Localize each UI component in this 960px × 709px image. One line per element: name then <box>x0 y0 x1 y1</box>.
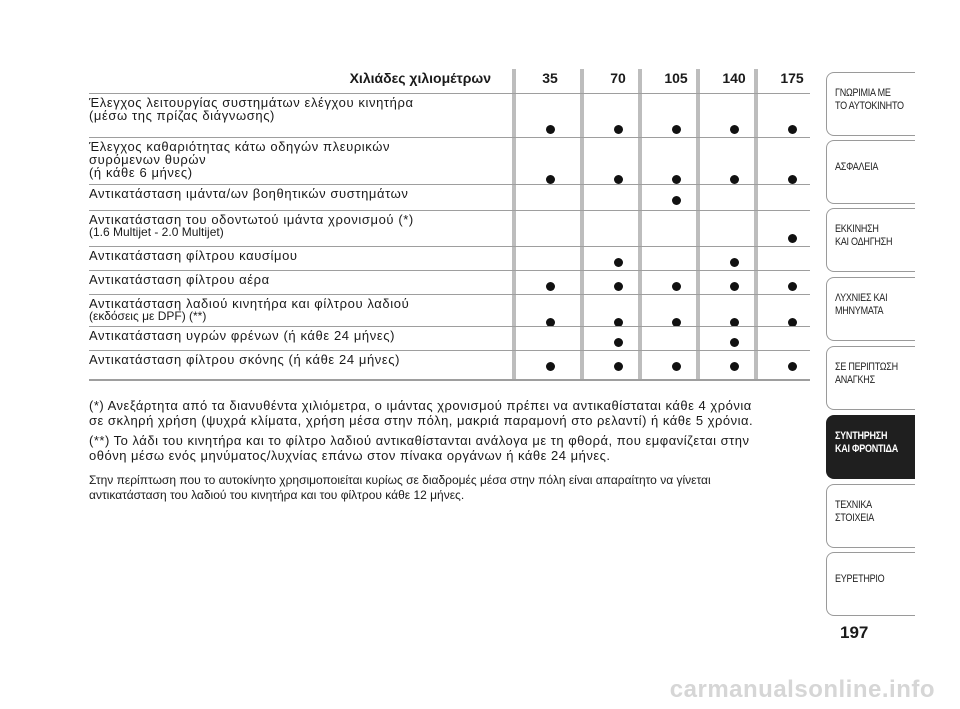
table-row <box>89 184 810 211</box>
note-line: αντικατάσταση του λαδιού του κινητήρα και του φίλτρου κάθε 12 μήνες. <box>89 488 465 502</box>
table-row <box>89 246 810 271</box>
row-label-line: Έλεγχος καθαριότητας κάτω οδηγών πλευρικών <box>89 139 391 154</box>
service-mark <box>614 362 623 371</box>
note-city-use <box>89 473 811 503</box>
chapter-tab-label: ΣΤΟΙΧΕΙΑ <box>835 512 875 524</box>
service-mark <box>614 282 623 291</box>
row-label-line: Αντικατάσταση του οδοντωτού ιμάντα χρονισμού (*) <box>89 212 414 227</box>
row-label <box>89 140 390 179</box>
chapter-tab[interactable] <box>826 140 915 204</box>
chapter-tab-label: ΤΟ ΑΥΤΟΚΙΝΗΤΟ <box>835 100 904 112</box>
row-label <box>89 213 414 239</box>
service-mark <box>672 282 681 291</box>
service-mark <box>730 125 739 134</box>
note-line: (*) Ανεξάρτητα από τα διανυθέντα χιλιόμετρα, ο ιμάντας χρονισμού πρέπει να αντικαθίσταται κάθε 4 χρόνια <box>89 398 752 413</box>
chapter-tab-label: ΤΕΧΝΙΚΑ <box>835 499 872 511</box>
service-mark <box>730 338 739 347</box>
service-mark <box>730 175 739 184</box>
chapter-tab-label: ΕΥΡΕΤΗΡΙΟ <box>835 573 885 585</box>
chapter-tab[interactable] <box>826 346 915 410</box>
table-row <box>89 326 810 351</box>
row-label-line: (1.6 Multijet - 2.0 Multijet) <box>89 225 224 239</box>
chapter-tab-label: ΣΕ ΠΕΡΙΠΤΩΣΗ <box>835 361 898 373</box>
row-label <box>89 249 298 262</box>
table-row <box>89 137 810 185</box>
service-mark <box>546 362 555 371</box>
note-engine-oil <box>89 433 811 463</box>
table-bottom-rule <box>89 379 810 381</box>
row-label <box>89 187 409 200</box>
chapter-tab[interactable] <box>826 552 915 616</box>
table-row <box>89 93 810 138</box>
chapter-tab[interactable] <box>826 72 915 136</box>
row-label-line: συρόμενων θυρών <box>89 152 207 167</box>
row-label-line: Αντικατάσταση φίλτρου καυσίμου <box>89 248 298 263</box>
row-label <box>89 96 414 122</box>
row-label-line: Αντικατάσταση λαδιού κινητήρα και φίλτρου λαδιού <box>89 296 410 311</box>
km-column-header: 70 <box>610 70 626 86</box>
chapter-tab[interactable] <box>826 277 915 341</box>
service-mark <box>546 282 555 291</box>
row-label <box>89 273 270 286</box>
service-mark <box>788 282 797 291</box>
watermark: carmanualsonline.info <box>669 676 935 703</box>
table-row <box>89 270 810 295</box>
km-column-header: 35 <box>542 70 558 86</box>
chapter-tab-label: ΣΥΝΤΗΡΗΣΗ <box>835 430 888 442</box>
row-label-line: Αντικατάσταση υγρών φρένων (ή κάθε 24 μήνες) <box>89 328 396 343</box>
service-mark <box>614 175 623 184</box>
service-mark <box>672 175 681 184</box>
service-mark <box>546 175 555 184</box>
note-timing-belt <box>89 398 811 428</box>
row-label-line: Έλεγχος λειτουργίας συστημάτων ελέγχου κινητήρα <box>89 95 414 110</box>
table-row <box>89 350 810 380</box>
note-line: Στην περίπτωση που το αυτοκίνητο χρησιμοποιείται κυρίως σε διαδρομές μέσα στην πόλη είναι απαραίτητο να γίνεται <box>89 473 711 487</box>
service-mark <box>546 125 555 134</box>
row-label-line: (εκδόσεις με DPF) (**) <box>89 309 207 323</box>
km-column-header: 105 <box>664 70 688 86</box>
note-line: οθόνη μέσω ενός μηνύματος/λυχνίας επάνω στον πίνακα οργάνων ή κάθε 24 μήνες. <box>89 448 611 463</box>
chapter-tab-label: ΑΣΦΑΛΕΙΑ <box>835 161 879 173</box>
service-mark <box>672 196 681 205</box>
chapter-tab-label: ΑΝΑΓΚΗΣ <box>835 374 875 386</box>
header-title: Χιλιάδες χιλιομέτρων <box>349 70 491 86</box>
note-line: σε σκληρή χρήση (ψυχρά κλίματα, χρήση μέσα στην πόλη, μακριά παραμονή στο ρελαντί) ή κάθε 5 χρόνια. <box>89 413 754 428</box>
table-row <box>89 210 810 247</box>
chapter-tab-label: ΛΥΧΝΙΕΣ ΚΑΙ <box>835 292 888 304</box>
service-mark <box>788 125 797 134</box>
chapter-tab-label: ΚΑΙ ΟΔΗΓΗΣΗ <box>835 236 893 248</box>
service-mark <box>730 258 739 267</box>
service-mark <box>614 125 623 134</box>
service-mark <box>730 282 739 291</box>
row-label-line: Αντικατάσταση φίλτρου σκόνης (ή κάθε 24 μήνες) <box>89 352 401 367</box>
service-mark <box>788 234 797 243</box>
service-mark <box>730 362 739 371</box>
km-column-header: 175 <box>780 70 804 86</box>
table-row <box>89 294 810 327</box>
chapter-tab-label: ΕΚΚΙΝΗΣΗ <box>835 223 879 235</box>
service-mark <box>614 338 623 347</box>
row-label-line: (ή κάθε 6 μήνες) <box>89 165 193 180</box>
row-label <box>89 297 409 323</box>
row-label <box>89 353 400 366</box>
chapter-tab-label: ΓΝΩΡΙΜΙΑ ΜΕ <box>835 87 891 99</box>
km-column-header: 140 <box>722 70 746 86</box>
chapter-tab[interactable] <box>826 415 915 479</box>
chapter-tab[interactable] <box>826 484 915 548</box>
row-label <box>89 329 395 342</box>
page-number: 197 <box>840 623 869 642</box>
service-mark <box>672 125 681 134</box>
row-label-line: Αντικατάσταση ιμάντα/ων βοηθητικών συστημάτων <box>89 186 409 201</box>
service-mark <box>788 362 797 371</box>
row-label-line: Αντικατάσταση φίλτρου αέρα <box>89 272 270 287</box>
chapter-tab-label: ΚΑΙ ΦΡΟΝΤΙΔΑ <box>835 443 899 455</box>
chapter-tab[interactable] <box>826 208 915 272</box>
service-mark <box>788 175 797 184</box>
row-label-line: (μέσω της πρίζας διάγνωσης) <box>89 108 275 123</box>
service-mark <box>672 362 681 371</box>
service-mark <box>614 258 623 267</box>
chapter-tab-label: ΜΗΝΥΜΑΤΑ <box>835 305 884 317</box>
note-line: (**) Το λάδι του κινητήρα και το φίλτρο λαδιού αντικαθίστανται ανάλογα με τη φθορά, που εμφανίζεται στην <box>89 433 750 448</box>
table-header <box>89 69 810 91</box>
